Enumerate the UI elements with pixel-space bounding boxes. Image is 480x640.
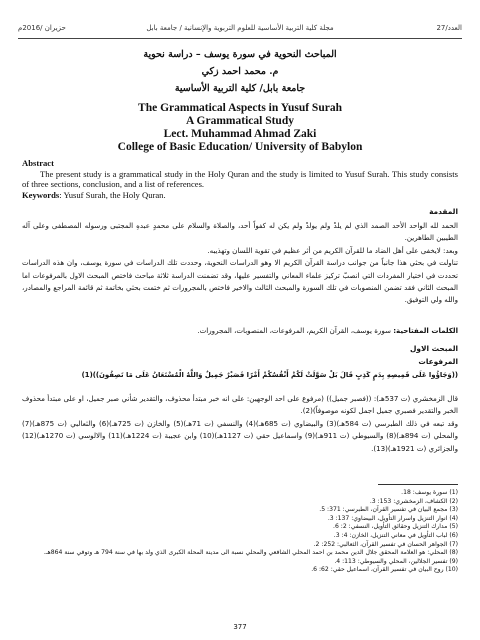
- arabic-author: م. محمد احمد زكي: [201, 66, 279, 77]
- arabic-keywords-text: سورة يوسف، القرآن الكريم، المرفوعات، المنصوبات، المجرورات.: [197, 326, 394, 335]
- footnote: (8) المحلي: هو العلامة المحقق جلال الدين محمد بن احمد المحلي الشافعي والمحلي نسبة الى مدينة المحلة الكبرى الذي ولد بها في سنة 794 هـ وتوفي سنة 864هـ.: [43, 549, 458, 557]
- header-issue: العدد/27: [436, 24, 462, 32]
- intro-paragraph: الحمد لله الواحد الأحد الصمد الذي لم يلدْ ولم يولدْ ولم يكن له كفواً أحد، والصلاة والسلام على محمدٍ عبدهِ المجتبى ورسوله المصطفى وعلى آله الطيبين الطاهرين.: [22, 221, 458, 243]
- abstract: [22, 158, 458, 200]
- body-paragraph: قال الزمخشري (ت 537هـ): ((فصبر جميل)) (مرفوع على احد الوجهين: على انه خبر مبتدأ محذوف، والتقدير شأني صبر جميل، او على مبتدأ محذوف الخبر والتقدير فصبري جميل اجمل لكونه موصوفاً)(2).: [22, 394, 458, 416]
- footnote: (1) سورة يوسف: 18.: [401, 489, 458, 496]
- english-author: Lect. Muhammad Ahmad Zaki: [163, 128, 317, 140]
- section-heading: المبحث الاول: [409, 344, 458, 353]
- section-subheading: المرفوعات: [418, 357, 458, 366]
- footnote-rule: [378, 484, 458, 485]
- footnote: (3) مجمع البيان في تفسير القرآن، الطبرسي: 371: 5.: [319, 506, 458, 514]
- abstract-text: The present study is a grammatical study in the Holy Quran and the study is limited to Yusuf Surah. This study consists of three sections, conclusion, and a list of references.: [22, 168, 458, 189]
- running-header: [18, 22, 462, 36]
- english-affiliation: College of Basic Education/ University of Babylon: [117, 141, 363, 153]
- intro-paragraph: وبعد: لايخفى على أهل الضاد ما للقرآن الكريم من أثر عظيم في تقوية اللسان وتهذيبه.: [207, 245, 458, 255]
- footnote: (10) روح البيان في تفسير القرآن، اسماعيل حقي: 62: 6.: [311, 566, 458, 574]
- abstract-keywords: [22, 190, 458, 201]
- footnote: (9) تفسير الجلالين، المحلي والسيوطي: 113: 4.: [334, 557, 458, 565]
- footnote: (2) الكشاف، الزمخشري: 153: 3.: [369, 497, 458, 505]
- body-paragraph: وقد تبعه في ذلك الطبرسي (ت 584هـ)(3) والبيضاوي (ت 685هـ)(4) والنسفي (ت 71هـ)(5) والخازن (ت 725هـ)(6) والثعالبي (ت 875هـ)(7) والمحلي (ت 894هـ)(8) والسيوطي (ت 911هـ)(9) واسماعيل حقي (ت 1127هـ)(10) وابن عجيبة (ت 1224هـ)(11) والالوسي (ت 1270هـ)(12) والجزائري (ت 1921هـ)(13).: [22, 418, 459, 453]
- english-title-block: [22, 102, 458, 154]
- abstract-heading: Abstract: [22, 158, 54, 168]
- arabic-affiliation: جامعة بابل/ كلية التربية الأساسية: [174, 83, 306, 94]
- quran-verse: ((وَجَاؤُوا عَلَى قَمِيصِهِ بِدَمٍ كَذِبٍ قَالَ بَلْ سَوَّلَتْ لَكُمْ أَنْفُسُكُمْ أَمْرًا فَصَبْرٌ جَمِيلٌ وَاللَّهُ الْمُسْتَعَانُ عَلَى مَا تَصِفُونَ))(1): [81, 371, 458, 379]
- english-subtitle: A Grammatical Study: [186, 115, 294, 127]
- footnote: (5) مدارك التنزيل وحقائق التأويل، النسفي: 2: 6.: [333, 523, 458, 531]
- intro-body: [22, 220, 458, 307]
- intro-paragraph: تناولت في بحثي هذا جانباً من جوانب دراسة القرآن الكريم الا وهو الدراسات النحوية، وحددت تلك الدراسات في سورة يوسف، وان هذه الدراسات تحددت في اختيار المفردات التي انصبّ تركيز علماء المعاني والتفسير عليها، وقد تضمنت الدراسة ثلاثة مباحث فاختص المبحث الاول بالمرفوعات اما المبحث الثاني فقد تضمن المنصوبات في تلك السورة والمبحث الثالث والاخير فاختص بالمجرورات ثم ختمت بحثي بخاتمة ثم قائمة المراجع والمصادر، والله ولي التوفيق.: [22, 258, 458, 305]
- footnote: (4) انوار التنزيل واسرار التأويل، البيضاوي: 137: 3.: [327, 514, 458, 522]
- header-journal: مجلة كلية التربية الأساسية للعلوم التربوية والإنسانية / جامعة بابل: [146, 24, 334, 32]
- arabic-keywords-label: الكلمات المفتاحية:: [393, 326, 458, 335]
- english-title: The Grammatical Aspects in Yusuf Surah: [138, 102, 342, 114]
- footnote: (6) لباب التأويل في معاني التنزيل، الخازن: 4: 3.: [333, 531, 458, 539]
- arabic-title: المباحث النحوية في سورة يوسف – دراسة نحوية: [143, 49, 337, 60]
- page-number: 377: [233, 623, 247, 631]
- keywords-label: Keywords: [22, 189, 60, 200]
- header-date: حزيران /2016م: [18, 24, 66, 32]
- arabic-keywords: [22, 325, 458, 337]
- footnote: (7) الجواهر الحسان في تفسير القرآن، الثعالبي: 252: 2.: [313, 540, 458, 548]
- footnotes: [22, 489, 458, 575]
- header-rule: [18, 38, 462, 39]
- body-text: [22, 393, 458, 455]
- keywords-text: : Yusuf Surah, the Holy Quran.: [59, 189, 166, 200]
- intro-heading: المقدمة: [429, 207, 458, 216]
